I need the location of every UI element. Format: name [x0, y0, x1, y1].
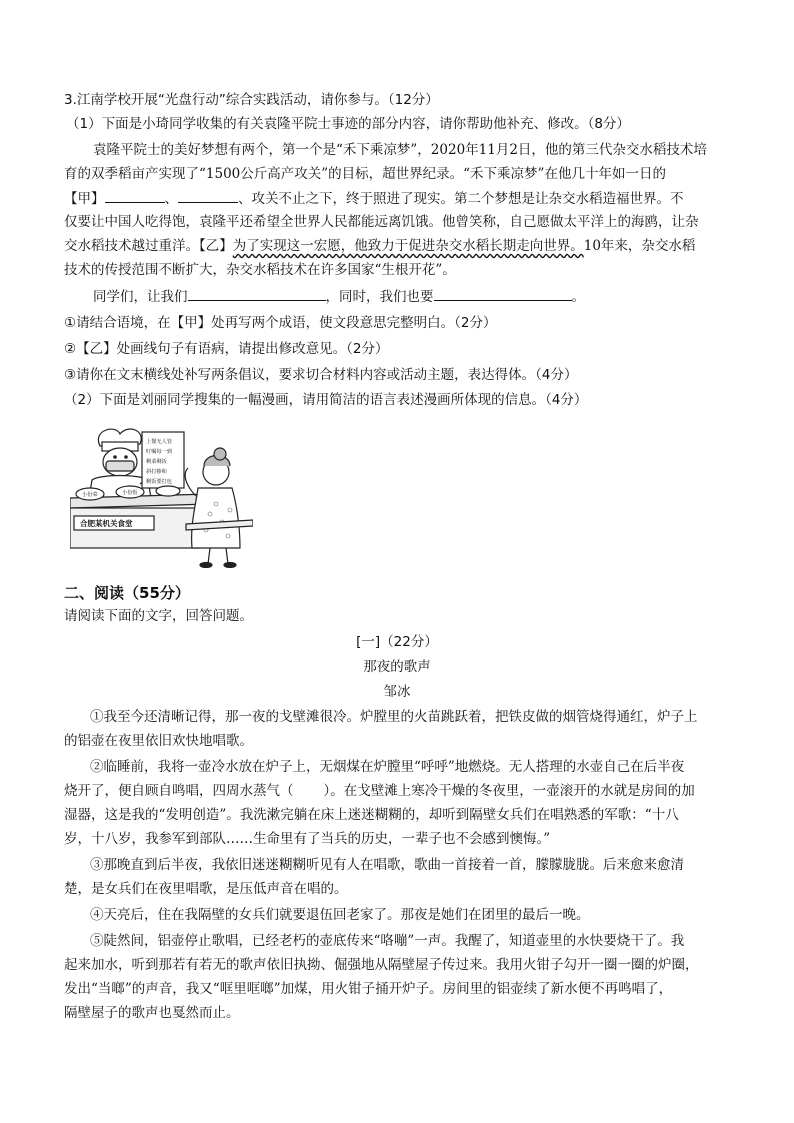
counter-label: 合肥某机关食堂: [80, 519, 133, 528]
article-line: 发出“当啷”的声音，我又“哐里哐啷”加煤，用火钳子捅开炉子。房间里的铝壶续了新水便不再鸣唱了，: [64, 981, 673, 997]
bowl-label: 小份菜: [82, 492, 98, 498]
sign-text: 上餐无人管: [146, 439, 172, 445]
article-line: 隔壁屋子的歌声也戛然而止。: [64, 1005, 240, 1021]
question-item: ②【乙】处画线句子有语病，请提出修改意见。（2分）: [64, 341, 389, 357]
article-line: ⑤陡然间，铝壶停止歌唱，已经老朽的壶底传来“咯嘣”一声。我醒了，知道壶里的水快要烧干了。我: [90, 933, 685, 949]
q3-title: 3.江南学校开展“光盘行动”综合实践活动，请你参与。（12分）: [64, 92, 439, 108]
jia-marker: 【甲】: [64, 191, 105, 207]
article-line: ②临睡前，我将一壶冷水放在炉子上，无烟煤在炉膛里“呼呼”地燃烧。无人搭理的水壶自己在后半夜: [90, 759, 685, 775]
article-line: 起来加水，听到那若有若无的歌声依旧执拗、倔强地从隔壁屋子传过来。我用火钳子勾开一圈一圈的炉圈，: [64, 957, 699, 973]
sign-text: 剩菜剩饭: [146, 459, 167, 465]
passage-line: 育的双季稻亩产实现了“1500公斤高产攻关”的目标，超世界纪录。“禾下乘凉梦”在他几十年如一日的: [64, 166, 666, 182]
appeal-line: 同学们，让我们 ，同时，我们也要 。: [93, 286, 585, 307]
article-line: ③那晚直到后半夜，我依旧迷迷糊糊听见有人在唱歌，歌曲一首接着一首，朦朦胧胧。后来愈来愈清: [90, 857, 684, 873]
part-label: [一]（22分）: [356, 634, 438, 650]
passage-line: 【甲】 、 、攻关不止之下，终于照进了现实。第二个梦想是让杂交水稻造福世界。不: [64, 188, 684, 209]
passage-line: 袁隆平院士的美好梦想有两个，第一个是“禾下乘凉梦”，2020年11月2日，他的第三代杂交水稻技术培: [93, 142, 707, 158]
yi-underlined-sentence: 为了实现这一宏愿，他致力于促进杂交水稻长期走向世界。: [232, 238, 584, 254]
question-item: ③请你在文末横线处补写两条倡议，要求切合材料内容或活动主题，表达得体。（4分）: [64, 367, 578, 383]
article-line: 湿器，这是我的“发明创造”。我洗漱完躺在床上迷迷糊糊的，却听到隔壁女兵们在唱熟悉的军歌：“十八: [64, 807, 679, 823]
blank-jia-2[interactable]: [178, 188, 238, 203]
article-author: 邹冰: [383, 684, 411, 700]
question-item: ①请结合语境，在【甲】处再写两个成语，使文段意思完整明白。（2分）: [64, 315, 497, 331]
q3-sub2: （2）下面是刘丽同学搜集的一幅漫画，请用简洁的语言表述漫画所体现的信息。（4分）: [64, 392, 588, 408]
blank-jia-1[interactable]: [105, 188, 165, 203]
article-title: 那夜的歌声: [363, 659, 431, 675]
article-line: 楚，是女兵们在夜里唱歌，是压低声音在唱的。: [64, 881, 348, 897]
sign-text: 叮嘱每一到: [146, 449, 172, 455]
appeal-blank-1[interactable]: [188, 286, 326, 301]
passage-line: 交水稻技术越过重洋。【乙】为了实现这一宏愿，他致力于促进杂交水稻长期走向世界。10年来，杂交水稻: [64, 238, 696, 254]
article-line: ①我至今还清晰记得，那一夜的戈壁滩很冷。炉膛里的火苗跳跃着，把铁皮做的烟管烧得通红，炉子上: [90, 709, 698, 725]
sign-text: 剩饭要打包: [146, 479, 172, 485]
article-line: 的铝壶在夜里依旧欢快地唱歌。: [64, 733, 253, 749]
section-title: 二、阅读（55分）: [64, 584, 190, 602]
passage-line: 技术的传授范围不断扩大，杂交水稻技术在许多国家“生根开花”。: [64, 262, 456, 278]
q3-sub1: （1）下面是小琦同学收集的有关袁隆平院士事迹的部分内容，请你帮助他补充、修改。（8分）: [66, 116, 630, 132]
bowl-label: 小份饭: [122, 490, 138, 496]
canteen-cartoon: [70, 424, 253, 568]
appeal-blank-2[interactable]: [434, 286, 572, 301]
passage-line: 仅要让中国人吃得饱，袁隆平还希望全世界人民都能远离饥饿。他曾笑称，自己愿做太平洋上的海鸥，让杂: [64, 214, 699, 230]
article-line: ④天亮后，住在我隔壁的女兵们就要退伍回老家了。那夜是她们在团里的最后一晚。: [90, 907, 590, 923]
section-intro: 请阅读下面的文字，回答问题。: [64, 608, 253, 624]
sign-text: 斜打掺和: [146, 469, 167, 475]
article-line: 岁，十八岁，我参军到部队……生命里有了当兵的历史，一辈子也不会感到懊悔。”: [64, 831, 551, 847]
article-line: 烧开了，便自顾自鸣唱，四周水蒸气（ ）。在戈壁滩上寒冷干燥的冬夜里，一壶滚开的水就是房间的加: [64, 783, 695, 799]
